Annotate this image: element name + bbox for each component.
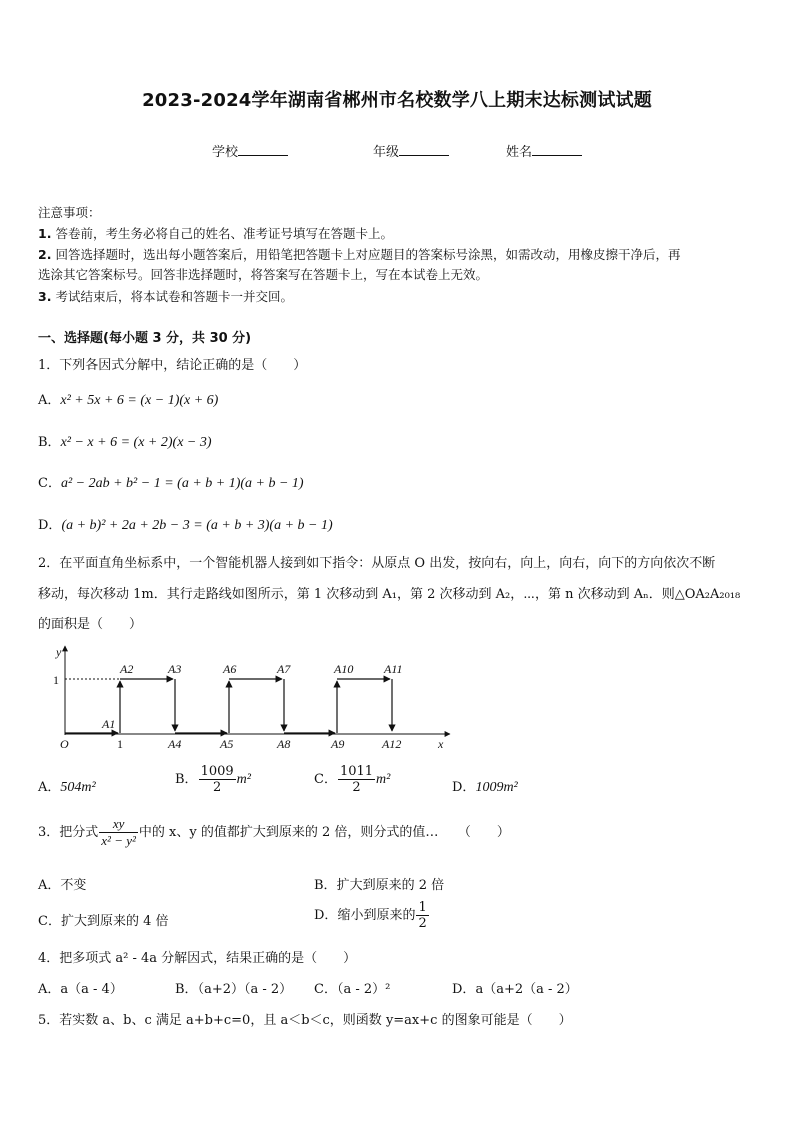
question-5-stem: 5．若实数 a、b、c 满足 a+b+c=0，且 a＜b＜c，则函数 y=ax+c 的图象可能是（ ） [38,1013,572,1028]
origin-label: O [60,737,69,751]
question-2-line2: 移动，每次移动 1m．其行走路线如图所示，第 1 次移动到 A₁，第 2 次移动到 A₂，⋯，第 n 次移动到 Aₙ．则△OA₂A₂₀₁₈ [38,587,741,602]
school-label: 学校 [212,145,239,160]
q1-option-d[interactable]: D．(a + b)² + 2a + 2b − 3 = (a + b + 3)(a + b − 1) [38,518,333,533]
y-axis-label: y [56,645,62,659]
page-title: 2023-2024学年湖南省郴州市名校数学八上期末达标测试试题 [142,90,652,111]
q4-option-b[interactable]: B．（a+2）（a - 2） [175,982,293,997]
q1-option-b[interactable]: B．x² − x + 6 = (x + 2)(x − 3) [38,435,212,450]
x-axis-label: x [438,737,444,751]
tick-y-1: 1 [53,673,59,687]
q3-option-b[interactable]: B．扩大到原来的 2 倍 [314,878,445,893]
tick-x-1: 1 [117,737,123,751]
q4-option-d[interactable]: D．a（a+2（a - 2） [452,982,578,997]
q3-option-d[interactable]: D．缩小到原来的 $\frac{1}{2}$ [314,900,427,931]
notice-item: 2. 回答选择题时，选出每小题答案后，用铅笔把答题卡上对应题目的答案标号涂黑，如需改动，用橡皮擦干净后，再 [38,247,681,262]
grade-blank[interactable] [399,142,449,156]
notice-heading: 注意事项： [38,205,101,220]
q1-option-a[interactable]: A．x² + 5x + 6 = (x − 1)(x + 6) [38,393,219,408]
question-2-line1: 2．在平面直角坐标系中，一个智能机器人接到如下指令：从原点 O 出发，按向右，向上，向右，向下的方向依次不断 [38,556,716,571]
notice-item: 选涂其它答案标号。回答非选择题时，将答案写在答题卡上，写在本试卷上无效。 [38,267,489,282]
q4-option-c[interactable]: C．（a - 2）² [314,982,391,997]
label-a6: A6 [223,662,237,676]
label-a11: A11 [384,662,403,676]
label-a4: A4 [168,737,182,751]
label-a2: A2 [120,662,134,676]
robot-path-figure [40,640,460,755]
grade-field[interactable] [373,141,449,160]
question-1-stem: 1．下列各因式分解中，结论正确的是（ ） [38,358,307,373]
q2-option-c[interactable]: C． $\frac{1011}{2}$ m² [314,764,391,795]
q3-option-a[interactable]: A．不变 [38,878,87,893]
q2-option-b[interactable]: B． $\frac{1009}{2}$ m² [175,764,251,795]
label-a8: A8 [277,737,291,751]
q3-option-c[interactable]: C．扩大到原来的 4 倍 [38,914,169,929]
question-4-stem: 4．把多项式 a² - 4a 分解因式，结果正确的是（ ） [38,951,357,966]
name-field[interactable] [506,141,582,160]
label-a10: A10 [334,662,354,676]
q1-option-c[interactable]: C．a² − 2ab + b² − 1 = (a + b + 1)(a + b − 1) [38,476,304,491]
section-heading: 一、选择题(每小题 3 分，共 30 分) [38,331,252,346]
q2-option-d[interactable]: D．1009m² [452,780,518,795]
label-a9: A9 [331,737,345,751]
notice-item: 3. 考试结束后，将本试卷和答题卡一并交回。 [38,289,293,304]
q4-option-a[interactable]: A．a（a - 4） [38,982,123,997]
notice-item: 1. 答卷前，考生务必将自己的姓名、准考证号填写在答题卡上。 [38,226,393,241]
label-a3: A3 [168,662,182,676]
label-a5: A5 [220,737,234,751]
name-label: 姓名 [506,145,533,160]
question-3-stem: 3．把分式 $\frac{xy}{\text{x² − y²}}$ 中的 x、y 的值都扩大到原来的 2 倍，则分式的值… （ ） [38,816,510,848]
question-2-line3: 的面积是（ ） [38,617,143,632]
school-blank[interactable] [238,142,288,156]
label-a7: A7 [277,662,291,676]
label-a12: A12 [382,737,402,751]
q2-option-a[interactable]: A．504m² [38,780,96,795]
grade-label: 年级 [373,145,400,160]
school-field[interactable] [212,141,288,160]
name-blank[interactable] [532,142,582,156]
label-a1: A1 [102,717,116,731]
